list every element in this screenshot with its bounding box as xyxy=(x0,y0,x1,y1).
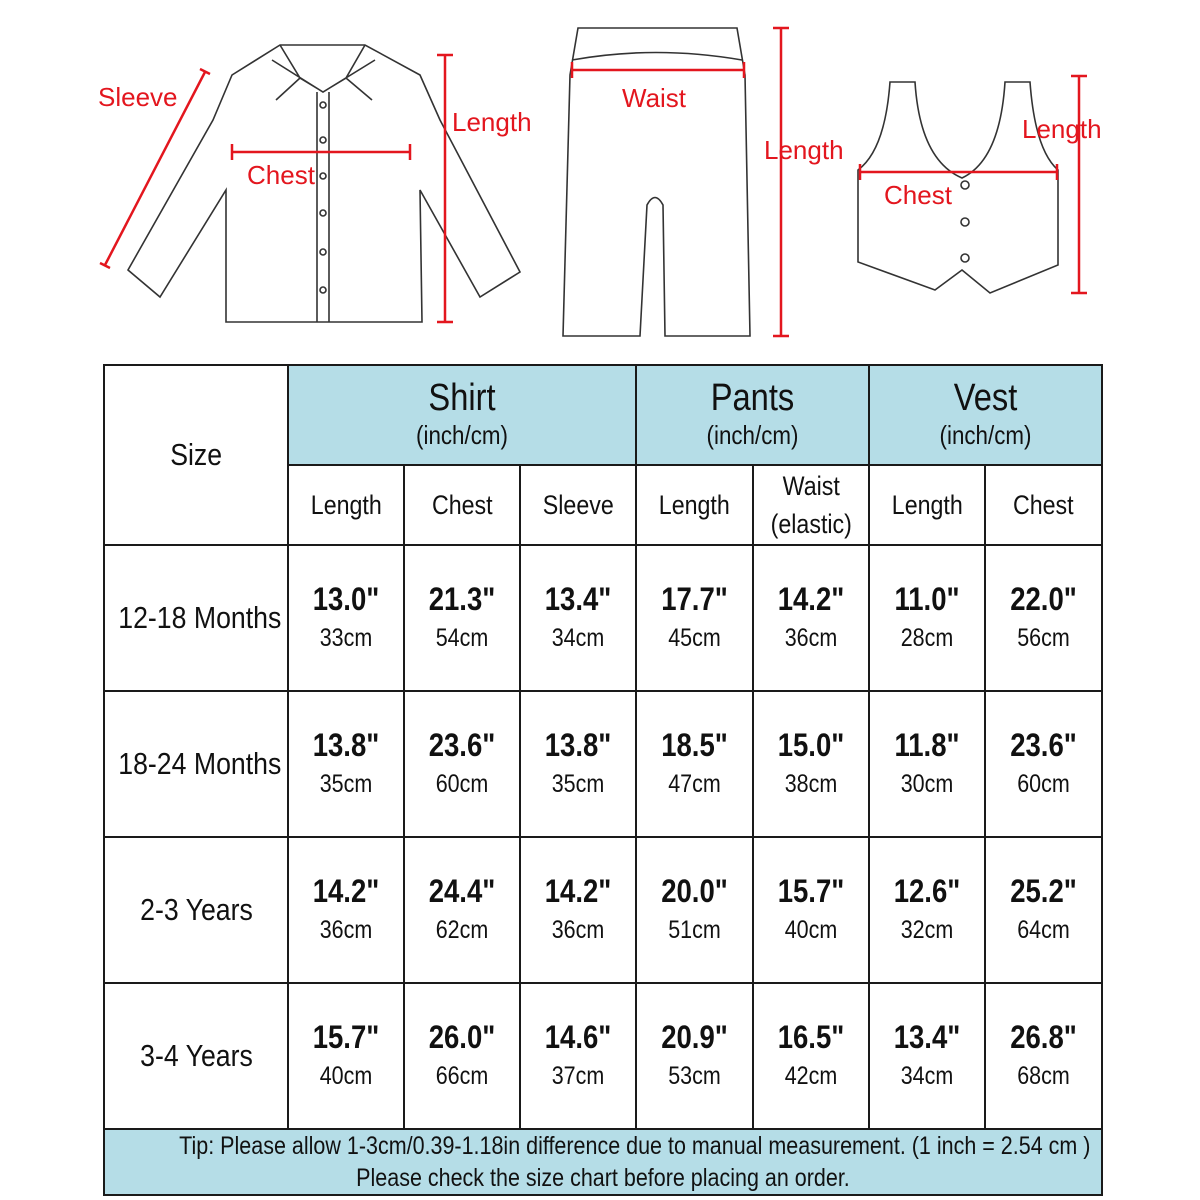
cm-value: 28cm xyxy=(900,624,954,652)
measurement-cell xyxy=(636,983,753,1129)
inch-value: 13.4" xyxy=(544,581,612,617)
inch-value: 13.0" xyxy=(312,581,380,617)
column-header: Length xyxy=(636,465,753,545)
measurement-cell xyxy=(520,545,636,691)
inch-value: 17.7" xyxy=(661,581,728,617)
measurement-cell xyxy=(753,983,869,1129)
inch-value: 14.2" xyxy=(312,873,380,909)
measurement-cell xyxy=(985,545,1102,691)
measurement-cell xyxy=(869,983,985,1129)
measurement-cell xyxy=(288,983,404,1129)
size-cell: 12-18 Months xyxy=(104,545,288,691)
measurement-cell xyxy=(753,837,869,983)
column-header: Chest xyxy=(404,465,520,545)
measurement-cell xyxy=(404,691,520,837)
inch-value: 26.0" xyxy=(428,1019,496,1055)
column-header: Waist (elastic) xyxy=(753,465,869,545)
cm-value: 47cm xyxy=(668,770,721,798)
measurement-cell xyxy=(404,545,520,691)
inch-value: 15.0" xyxy=(777,727,845,763)
inch-value: 21.3" xyxy=(428,581,496,617)
measurement-cell xyxy=(520,691,636,837)
measurement-cell xyxy=(985,837,1102,983)
size-cell: 3-4 Years xyxy=(104,983,288,1129)
inch-value: 23.6" xyxy=(1010,727,1077,763)
cm-value: 64cm xyxy=(1017,916,1070,944)
cm-value: 36cm xyxy=(319,916,373,944)
inch-value: 24.4" xyxy=(428,873,496,909)
cm-value: 66cm xyxy=(435,1062,489,1090)
measurement-cell xyxy=(288,691,404,837)
size-header: Size xyxy=(104,365,288,545)
inch-value: 11.0" xyxy=(894,581,960,617)
cm-value: 35cm xyxy=(551,770,605,798)
inch-value: 20.9" xyxy=(661,1019,728,1055)
cm-value: 54cm xyxy=(435,624,489,652)
column-header: Sleeve xyxy=(520,465,636,545)
measurement-cell xyxy=(985,983,1102,1129)
group-header-shirt: Shirt (inch/cm) xyxy=(288,365,636,465)
tip-note xyxy=(104,1129,1102,1195)
inch-value: 15.7" xyxy=(312,1019,380,1055)
inch-value: 25.2" xyxy=(1010,873,1077,909)
inch-value: 16.5" xyxy=(777,1019,845,1055)
cm-value: 56cm xyxy=(1017,624,1070,652)
table-row xyxy=(104,545,1102,691)
shirt-sleeve-label: Sleeve xyxy=(98,82,178,112)
inch-value: 20.0" xyxy=(661,873,728,909)
measurement-cell xyxy=(753,691,869,837)
cm-value: 36cm xyxy=(551,916,605,944)
inch-value: 13.8" xyxy=(312,727,380,763)
measurement-cell xyxy=(288,837,404,983)
inch-value: 14.6" xyxy=(544,1019,612,1055)
inch-value: 15.7" xyxy=(777,873,845,909)
inch-value: 18.5" xyxy=(661,727,728,763)
shirt-chest-label: Chest xyxy=(247,160,315,190)
cm-value: 32cm xyxy=(900,916,954,944)
table-row xyxy=(104,837,1102,983)
inch-value: 26.8" xyxy=(1010,1019,1077,1055)
inch-value: 22.0" xyxy=(1010,581,1077,617)
cm-value: 51cm xyxy=(668,916,721,944)
measurement-cell xyxy=(869,545,985,691)
cm-value: 60cm xyxy=(1017,770,1070,798)
inch-value: 12.6" xyxy=(893,873,961,909)
measurement-cell xyxy=(636,545,753,691)
garment-illustrations xyxy=(0,0,1200,360)
inch-value: 14.2" xyxy=(544,873,612,909)
tip-line-2: Please check the size chart before placing an order. xyxy=(356,1164,850,1192)
measurement-cell xyxy=(404,837,520,983)
cm-value: 34cm xyxy=(900,1062,954,1090)
inch-value: 23.6" xyxy=(428,727,496,763)
column-header: Length xyxy=(288,465,404,545)
cm-value: 30cm xyxy=(900,770,954,798)
vest-length-label: Length xyxy=(1022,114,1102,144)
group-header-vest: Vest (inch/cm) xyxy=(869,365,1102,465)
inch-value: 13.4" xyxy=(893,1019,961,1055)
vest-illustration xyxy=(858,76,1102,293)
measurement-cell xyxy=(288,545,404,691)
cm-value: 34cm xyxy=(551,624,605,652)
measurement-cell xyxy=(985,691,1102,837)
cm-value: 36cm xyxy=(784,624,838,652)
tip-line-1: Tip: Please allow 1-3cm/0.39-1.18in difference due to manual measurement. (1 inch = 2.54 cm ) xyxy=(179,1132,1091,1160)
cm-value: 35cm xyxy=(319,770,373,798)
measurement-cell xyxy=(404,983,520,1129)
size-cell: 2-3 Years xyxy=(104,837,288,983)
size-cell: 18-24 Months xyxy=(104,691,288,837)
group-header-pants: Pants (inch/cm) xyxy=(636,365,869,465)
shirt-length-label: Length xyxy=(452,107,532,137)
measurement-cell xyxy=(869,691,985,837)
cm-value: 45cm xyxy=(668,624,721,652)
table-row xyxy=(104,983,1102,1129)
measurement-cell xyxy=(520,983,636,1129)
size-chart-table xyxy=(103,364,1103,1196)
pants-waist-label: Waist xyxy=(622,83,687,113)
column-header: Chest xyxy=(985,465,1102,545)
table-row xyxy=(104,691,1102,837)
cm-value: 40cm xyxy=(784,916,838,944)
cm-value: 42cm xyxy=(784,1062,838,1090)
cm-value: 53cm xyxy=(668,1062,721,1090)
cm-value: 33cm xyxy=(319,624,373,652)
shirt-illustration xyxy=(98,45,532,322)
pants-illustration xyxy=(563,28,844,336)
vest-chest-label: Chest xyxy=(884,180,952,210)
column-header: Length xyxy=(869,465,985,545)
pants-length-label: Length xyxy=(764,135,844,165)
inch-value: 13.8" xyxy=(544,727,612,763)
cm-value: 37cm xyxy=(551,1062,605,1090)
measurement-cell xyxy=(636,837,753,983)
inch-value: 14.2" xyxy=(777,581,845,617)
measurement-cell xyxy=(869,837,985,983)
cm-value: 38cm xyxy=(784,770,838,798)
cm-value: 60cm xyxy=(435,770,489,798)
measurement-cell xyxy=(636,691,753,837)
cm-value: 68cm xyxy=(1017,1062,1070,1090)
measurement-cell xyxy=(753,545,869,691)
measurement-cell xyxy=(520,837,636,983)
inch-value: 11.8" xyxy=(894,727,960,763)
cm-value: 62cm xyxy=(435,916,489,944)
cm-value: 40cm xyxy=(319,1062,373,1090)
